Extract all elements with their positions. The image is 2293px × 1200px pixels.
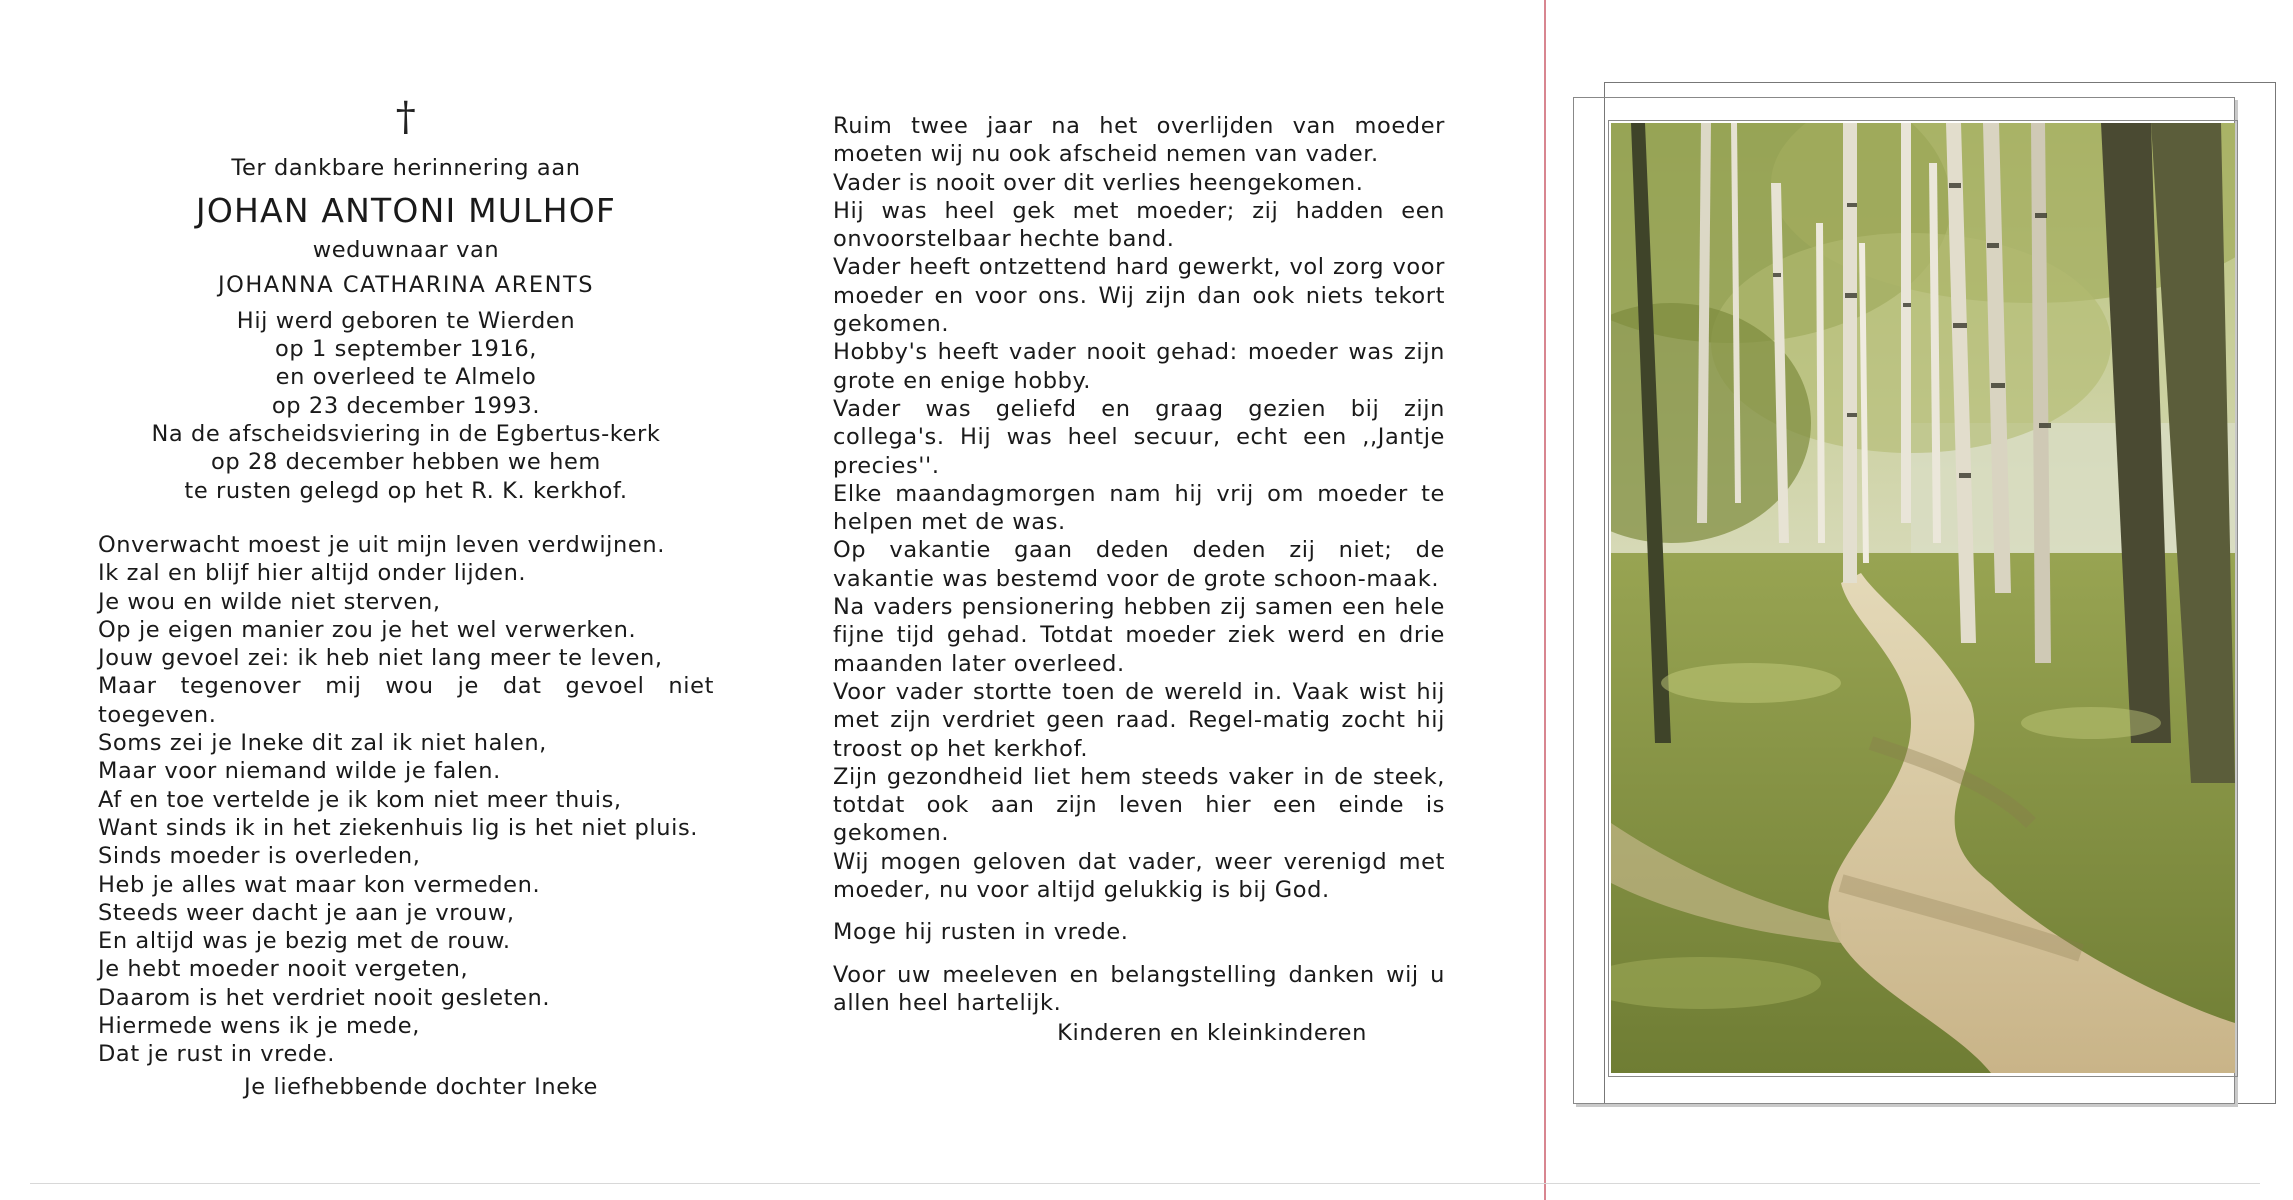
poem-line: Ik zal en blijf hier altijd onder lijden. — [98, 560, 527, 587]
bio-line: op 28 december hebben we hem — [211, 449, 601, 476]
story-paragraph: Voor vader stortte toen de wereld in. Vaak wist hij met zijn verdriet geen raad. Regel-matig zocht hij troost op het kerkhof. — [833, 678, 1445, 762]
bio-line: op 23 december 1993. — [271, 392, 541, 419]
poem-line: Je wou en wilde niet sterven, — [98, 588, 441, 615]
story-paragraph: Hij was heel gek met moeder; zij hadden een onvoorstelbaar hechte band. — [833, 197, 1445, 253]
poem-line: Heb je alles wat maar kon vermeden. — [98, 871, 541, 898]
poem-line: Hiermede wens ik je mede, — [98, 1013, 421, 1040]
card-fold-line — [1544, 0, 1546, 1200]
intro-text: Ter dankbare herinnering aan — [231, 155, 581, 181]
story-paragraph: Hobby's heeft vader nooit gehad: moeder was zijn grote en enige hobby. — [833, 339, 1445, 394]
story-paragraph: Vader heeft ontzettend hard gewerkt, vol zorg voor moeder en voor ons. Wij zijn dan ook niets tekort gekomen. — [833, 254, 1445, 338]
biography — [98, 307, 714, 505]
poem-line: En altijd was je bezig met de rouw. — [98, 928, 511, 955]
poem-line: Want sinds ik in het ziekenhuis lig is het niet pluis. — [98, 814, 699, 841]
rest-in-peace: Moge hij rusten in vrede. — [833, 919, 1129, 946]
forest-path-photo — [1611, 123, 2235, 1073]
deceased-name: JOHAN ANTONI MULHOF — [195, 191, 617, 231]
bio-line: en overleed te Almelo — [275, 364, 537, 391]
poem — [98, 531, 714, 1069]
story-paragraph: Na vaders pensionering hebben zij samen een hele fijne tijd gehad. Totdat moeder ziek werd en drie maanden later overleed. — [833, 594, 1445, 677]
relation-text: weduwnaar van — [312, 237, 500, 264]
story-paragraph: Elke maandagmorgen nam hij vrij om moeder te helpen met de was. — [833, 480, 1445, 536]
poem-signature: Je liefhebbende dochter Ineke — [244, 1073, 598, 1100]
bio-line: Na de afscheidsviering in de Egbertus-kerk — [151, 421, 661, 448]
poem-line: Je hebt moeder nooit vergeten, — [98, 956, 469, 983]
poem-line: Onverwacht moest je uit mijn leven verdwijnen. — [98, 531, 665, 558]
bio-line: Hij werd geboren te Wierden — [236, 307, 576, 334]
story-paragraph: Op vakantie gaan deden deden zij niet; de vakantie was bestemd voor de grote schoon-maak. — [833, 537, 1445, 592]
story-paragraph: Vader was geliefd en graag gezien bij zijn collega's. Hij was heel secuur, echt een ,,Jantje precies''. — [833, 395, 1445, 479]
poem-line: Jouw gevoel zei: ik heb niet lang meer te leven, — [98, 645, 663, 672]
poem-line: Soms zei je Ineke dit zal ik niet halen, — [98, 730, 547, 757]
poem-line: Af en toe vertelde je ik kom niet meer thuis, — [98, 786, 622, 813]
left-column — [98, 92, 714, 1101]
story-paragraph: Ruim twee jaar na het overlijden van moeder moeten wij nu ook afscheid nemen van vader. — [833, 113, 1445, 168]
bio-line: op 1 september 1916, — [274, 336, 538, 363]
spacer — [833, 904, 1445, 918]
card-bottom-edge — [30, 1183, 2260, 1184]
poem-line: Maar voor niemand wilde je falen. — [98, 758, 501, 785]
bio-line: te rusten gelegd op het R. K. kerkhof. — [184, 477, 628, 504]
spacer — [98, 505, 714, 531]
thanks-text: Voor uw meeleven en belangstelling danken wij u allen heel hartelijk. — [833, 961, 1445, 1016]
middle-column — [833, 112, 1445, 1048]
poem-line: Steeds weer dacht je aan je vrouw, — [98, 899, 515, 926]
forest-path-illustration — [1611, 123, 2235, 1073]
story-paragraph: Vader is nooit over dit verlies heengekomen. — [833, 169, 1364, 196]
partner-name: JOHANNA CATHARINA ARENTS — [217, 271, 595, 298]
poem-line: Sinds moeder is overleden, — [98, 843, 421, 870]
family-signature: Kinderen en kleinkinderen — [1057, 1020, 1367, 1047]
cross-icon: † — [395, 94, 417, 140]
poem-line: Dat je rust in vrede. — [98, 1041, 335, 1068]
story-paragraph: Zijn gezondheid liet hem steeds vaker in de steek, totdat ook aan zijn leven hier een einde is gekomen. — [833, 763, 1445, 847]
spacer — [833, 947, 1445, 961]
story-paragraph: Wij mogen geloven dat vader, weer verenigd met moeder, nu voor altijd gelukkig is bij God. — [833, 848, 1445, 904]
poem-line: Op je eigen manier zou je het wel verwerken. — [98, 616, 637, 643]
poem-line: Maar tegenover mij wou je dat gevoel niet toegeven. — [98, 673, 714, 728]
poem-line: Daarom is het verdriet nooit gesleten. — [98, 984, 551, 1011]
story — [833, 112, 1445, 904]
